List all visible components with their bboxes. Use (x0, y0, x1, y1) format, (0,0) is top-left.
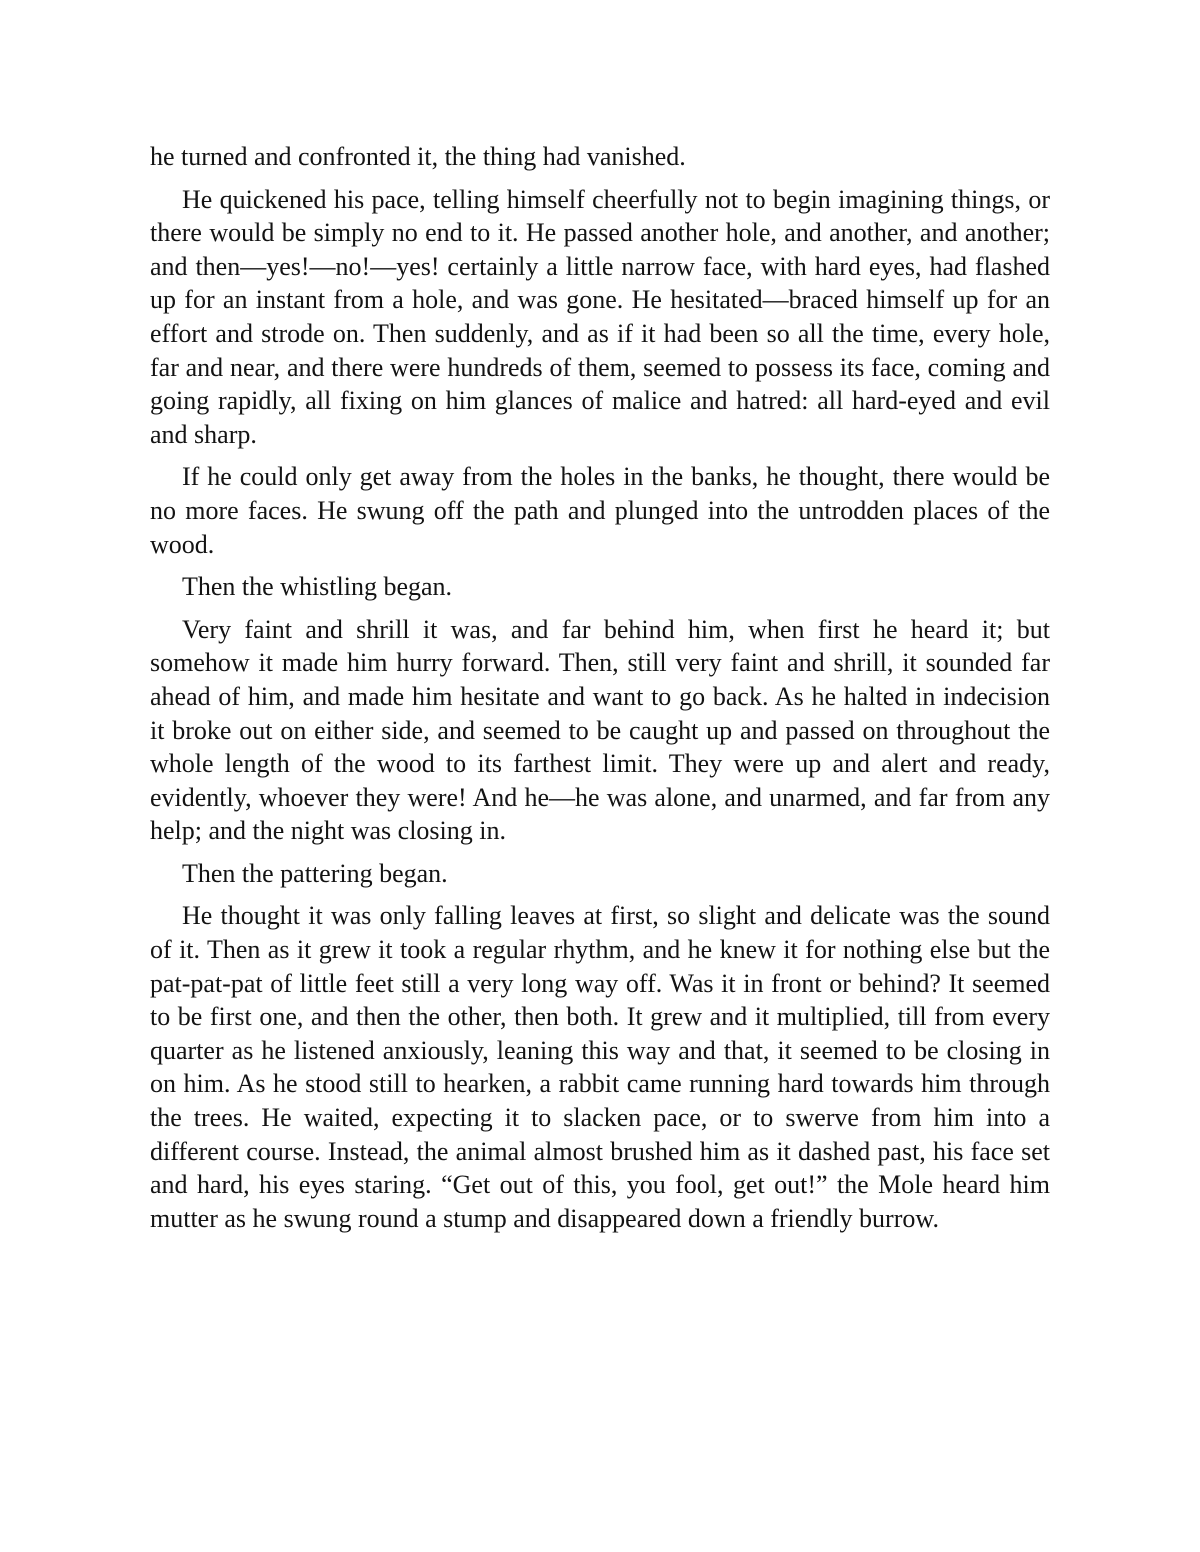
paragraph: He thought it was only falling leaves at first, so slight and delicate was the sound of it. Then as it grew it took a regular rhythm, and he knew it for nothing else but the pat-pat-pat of little feet still a very long way off. Was it in front or behind? It seemed to be first one, and then the other, then both. It grew and it multiplied, till from every quarter as he listened anxiously, leaning this way and that, it seemed to be closing in on him. As he stood still to hearken, a rabbit came running hard towards him through the trees. He waited, expecting it to slacken pace, or to swerve from him into a different course. Instead, the animal almost brushed him as it dashed past, his face set and hard, his eyes staring. “Get out of this, you fool, get out!” the Mole heard him mutter as he swung round a stump and disappeared down a friendly burrow. (150, 901, 1050, 1233)
paragraph: If he could only get away from the holes in the banks, he thought, there would be no more faces. He swung off the path and plunged into the untrodden places of the wood. (150, 462, 1050, 559)
paragraph: Then the whistling began. (182, 572, 453, 602)
paragraph: Then the pattering began. (182, 858, 448, 888)
page-text (150, 140, 1050, 1235)
paragraph: he turned and confronted it, the thing had vanished. (150, 142, 686, 171)
paragraph: Very faint and shrill it was, and far behind him, when first he heard it; but somehow it made him hurry forward. Then, still very faint and shrill, it sounded far ahead of him, and made him hesitate and want to go back. As he halted in indecision it broke out on either side, and seemed to be caught up and passed on throughout the whole length of the wood to its farthest limit. They were up and alert and ready, evidently, whoever they were! And he—he was alone, and unarmed, and far from any help; and the night was closing in. (150, 614, 1050, 846)
paragraph: He quickened his pace, telling himself cheerfully not to begin imagining things, or there would be simply no end to it. He passed another hole, and another, and another; and then—yes!—no!—yes! certainly a little narrow face, with hard eyes, had flashed up for an instant from a hole, and was gone. He hesitated—braced himself up for an effort and strode on. Then suddenly, and as if it had been so all the time, every hole, far and near, and there were hundreds of them, seemed to possess its face, coming and going rapidly, all fixing on him glances of malice and hatred: all hard-eyed and evil and sharp. (150, 184, 1050, 449)
book-page (150, 140, 1050, 1244)
